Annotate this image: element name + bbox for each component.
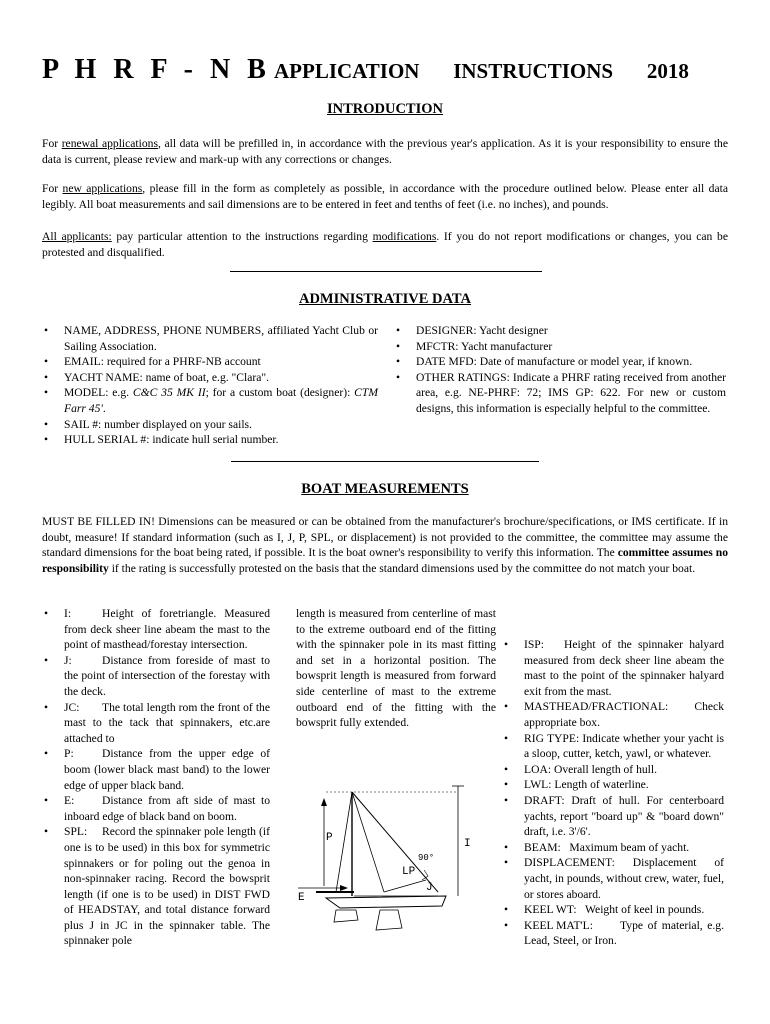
admin-item-other-ratings: • OTHER RATINGS: Indicate a PHRF rating received from another area, e.g. NE-PHRF: 72; IMS GP: 622. For new or custom designs, this information is especially helpful to the committee.: [394, 370, 726, 417]
admin-item-sail: • SAIL #: number displayed on your sails.: [42, 417, 378, 433]
text-span: MUST BE FILLED IN! Dimensions can be measured or can be obtained from the manufacturer's brochure/specifications, or IMS certificate. If in doubt, measure! If standard information (such as I, J, P, SPL, or displacement) is not provided to the committee, the committee may assume the standard dimensions for the boat being rated, if possible. It is the boat owner's responsibility to verify this information. The: [42, 515, 728, 559]
spl-continuation-text: length is measured from centerline of mast to the extreme outboard end of the fitting with the spinnaker pole in its mast fitting and set in a horizontal position. The bowsprit length is measured from forward side centerline of mast to the extreme outboard end of the fitting with the bowsprit fully extended.: [296, 607, 496, 730]
label-e: E: [298, 892, 305, 904]
measure-item-masthead: [502, 699, 724, 730]
sail-plan-diagram: [296, 768, 480, 936]
item-label: DISPLACEMENT:: [524, 856, 615, 870]
label-angle: 90°: [418, 853, 435, 863]
item-text: Displacement of yacht, in pounds, without crew, water, fuel, or stores aboard.: [524, 856, 725, 901]
lp-line: [384, 880, 426, 892]
document-title: APPLICATION INSTRUCTIONS 2018: [274, 59, 689, 83]
item-label: BEAM:: [524, 840, 561, 854]
section-divider: [230, 271, 542, 272]
text-span: For: [42, 182, 63, 195]
org-title: P H R F - N B: [42, 54, 271, 85]
item-text: Maximum beam of yacht.: [569, 840, 690, 854]
admin-item-designer: • DESIGNER: Yacht designer: [394, 323, 726, 339]
item-label: LWL:: [524, 778, 552, 792]
custom-model-example: CTM Farr 45': [64, 386, 378, 415]
text-span: , please fill in the form as completely as possible, in accordance with the procedure outlined below. Please enter all data legibly. All boat measurements and sail dimensions are to be entered in feet and tenths of feet (i.e. no inches), and pounds.: [42, 182, 728, 211]
measure-item-spl: [42, 824, 270, 949]
genoa-leech-line: [352, 792, 384, 892]
e-arrow: [340, 885, 348, 891]
measure-item-draft: [502, 793, 724, 840]
item-text: Distance from the upper edge of boom (lower black mast band) to the lower edge of upper black band.: [64, 747, 270, 792]
admin-item-model: [42, 385, 378, 416]
section-divider: [231, 461, 539, 462]
measure-item-lwl: [502, 777, 724, 793]
admin-right-column: [394, 323, 726, 417]
renewal-applications-term: renewal applications: [61, 137, 158, 150]
item-label: J:: [64, 653, 72, 667]
measure-item-p: [42, 746, 270, 793]
item-label: KEEL WT:: [524, 903, 577, 917]
item-label: I:: [64, 607, 72, 620]
administrative-heading: ADMINISTRATIVE DATA: [298, 291, 471, 307]
no-responsibility-emphasis: committee assumes no responsibility: [42, 546, 728, 575]
new-applications-term: new applications: [62, 182, 143, 195]
item-text: Check appropriate box.: [524, 700, 724, 729]
admin-item-date-mfd: • DATE MFD: Date of manufacture or model year, if known.: [394, 354, 726, 370]
measure-item-j: [42, 653, 270, 700]
item-text: Distance from foreside of mast to the point of intersection of the forestay with the deck.: [64, 653, 270, 698]
item-text: Length of waterline.: [554, 778, 649, 792]
item-text: Indicate whether your yacht is a sloop, cutter, ketch, yawl, or whatever.: [524, 731, 724, 761]
item-label: ISP:: [524, 638, 544, 651]
item-label: JC:: [64, 700, 80, 714]
measurements-column-1: [42, 606, 270, 949]
admin-item-hull-serial: • HULL SERIAL #: indicate hull serial number.: [42, 432, 378, 448]
admin-item-name: • NAME, ADDRESS, PHONE NUMBERS, affiliated Yacht Club or Sailing Association.: [42, 323, 378, 354]
intro-paragraph-all: [42, 229, 728, 260]
text-span: if the rating is successfully protested on the basis that the standard dimensions used by the committee do not match your boat.: [108, 561, 696, 575]
label-lp: LP: [402, 866, 416, 878]
item-label: P:: [64, 747, 74, 761]
admin-item-email: • EMAIL: required for a PHRF-NB account: [42, 354, 378, 370]
measure-item-e: [42, 793, 270, 824]
item-text: Record the spinnaker pole length (if one is to be used) in this box for symmetric spinnakers or for poling out the genoa in non-spinnaker racing. Record the bowsprit length (if one is to be used) in DIST FWD of HEADSTAY, and total distance forward plus J in JC in the spinnaker table. The spinnaker pole: [64, 825, 270, 948]
item-label: KEEL MAT'L:: [524, 918, 593, 932]
measure-item-displacement: [502, 855, 724, 902]
label-p: P: [326, 832, 333, 844]
measurements-column-3: [502, 637, 724, 949]
measure-item-loa: [502, 762, 724, 778]
all-applicants-term: All applicants:: [42, 230, 112, 243]
item-text: Type of material, e.g. Lead, Steel, or Iron.: [524, 918, 724, 948]
text-span: For: [42, 137, 62, 150]
text-span: .: [102, 401, 106, 415]
item-label: E:: [64, 794, 75, 808]
item-text: Distance from aft side of mast to inboard edge of black band on boom.: [64, 794, 270, 823]
boat-measurements-heading: BOAT MEASUREMENTS: [301, 481, 469, 497]
measure-item-isp: [502, 637, 724, 699]
modifications-term: modifications: [372, 230, 437, 243]
text-span: MODEL: e.g.: [64, 386, 133, 400]
text-span: pay particular attention to the instructions regarding: [111, 230, 373, 243]
keel-shape: [376, 910, 402, 930]
measure-item-keel-wt: [502, 902, 724, 918]
item-text: Height of the spinnaker halyard measured from deck sheer line abeam the mast to the point of the spinnaker halyard exit from the mast.: [524, 638, 724, 698]
text-span: , all data will be prefilled in, in accordance with the previous year's application. As it is your responsibility to ensure the data is current, please review and mark-up with any corrections or changes.: [42, 137, 729, 166]
measure-item-rig-type: [502, 731, 724, 762]
model-example: C&C 35 MK II: [132, 386, 206, 400]
measure-item-beam: [502, 840, 724, 856]
intro-paragraph-renewal: [42, 136, 728, 167]
text-span: . If you do not report modifications or changes, you can be protested and disqualified.: [42, 230, 728, 259]
admin-item-manufacturer: • MFCTR: Yacht manufacturer: [394, 339, 726, 355]
title-row: [42, 54, 732, 90]
p-arrow-top: [321, 798, 327, 806]
item-text: Overall length of hull.: [553, 762, 657, 776]
item-label: RIG TYPE:: [524, 731, 580, 745]
measure-item-i: [42, 606, 270, 653]
forestay-line: [352, 792, 438, 892]
boat-measurements-intro: [42, 514, 728, 576]
measure-item-jc: [42, 700, 270, 747]
item-text: Weight of keel in pounds.: [585, 903, 705, 917]
item-label: SPL:: [64, 825, 88, 839]
admin-item-yacht-name: • YACHT NAME: name of boat, e.g. "Clara".: [42, 370, 378, 386]
measure-item-keel-matl: [502, 918, 724, 949]
rudder-shape: [334, 910, 358, 922]
item-label: DRAFT:: [524, 793, 565, 807]
hull-shape: [326, 896, 446, 908]
admin-left-column: [42, 323, 378, 448]
item-text: Draft of hull. For centerboard yachts, report "board up" & "board down" draft, i.e. 3'/6'.: [524, 793, 725, 839]
introduction-heading: INTRODUCTION: [326, 101, 443, 117]
item-label: MASTHEAD/FRACTIONAL:: [524, 700, 669, 714]
label-j: J: [426, 882, 433, 894]
intro-paragraph-new: [42, 181, 728, 212]
main-leech-line: [336, 792, 352, 892]
item-label: LOA:: [524, 762, 552, 776]
text-span: ; for a custom boat (designer):: [205, 386, 355, 400]
label-i: I: [464, 838, 471, 850]
item-text: The total length rom the front of the mast to the tack that spinnakers, etc.are attached to: [64, 700, 270, 745]
item-text: Height of foretriangle. Measured from deck sheer line abeam the mast to the point of masthead/forestay intersection.: [64, 607, 270, 652]
